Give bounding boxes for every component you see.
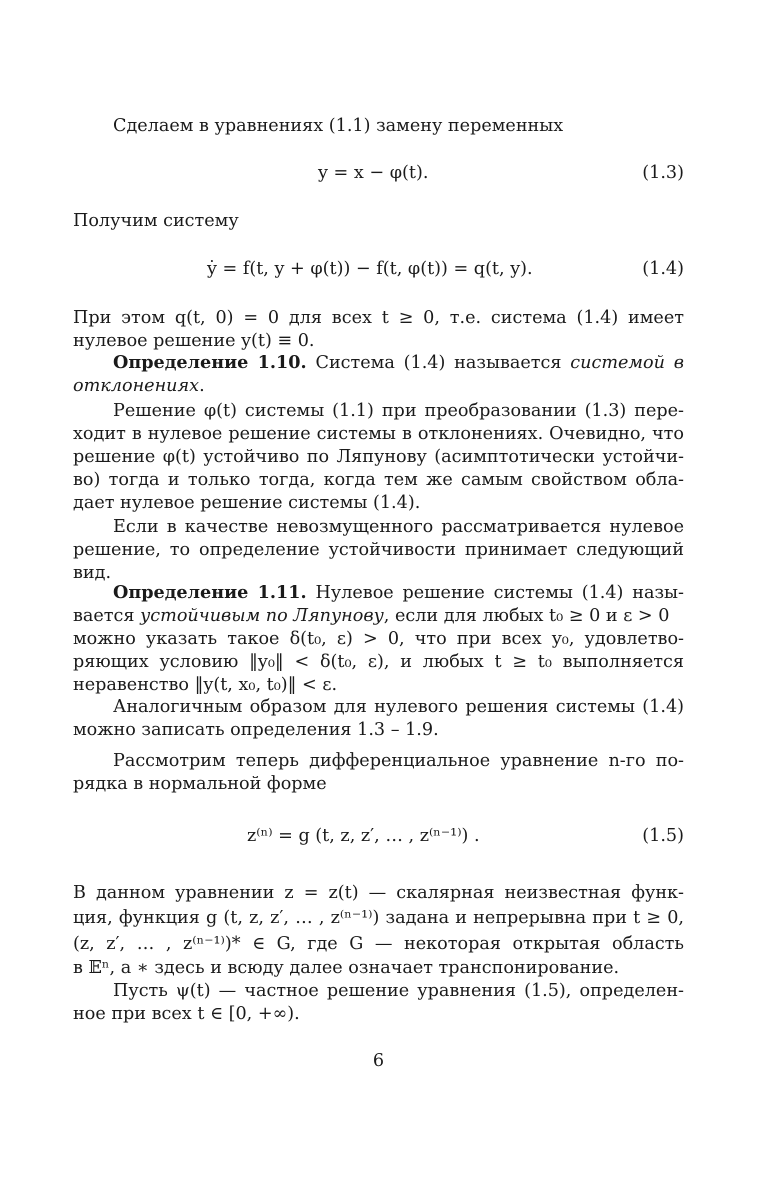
text-line: решение, то определение устойчивости принимает следующий — [73, 540, 684, 560]
equation-1-4: ẏ = f(t, y + φ(t)) − f(t, φ(t)) = q(t, y). — [207, 259, 533, 279]
text-line: во) тогда и только тогда, когда тем же самым свойством обла- — [73, 470, 684, 490]
equation-number-1-5: (1.5) — [642, 826, 684, 846]
text: , если для любых t₀ ≥ 0 и ε > 0 — [383, 606, 670, 626]
definition-label: Определение 1.11. — [113, 582, 307, 603]
definition-text: Нулевое решение системы (1.4) назы- — [315, 583, 684, 603]
text-line: Если в качестве невозмущенного рассматривается нулевое — [113, 517, 684, 537]
text-line: Аналогичным образом для нулевого решения системы (1.4) — [113, 697, 684, 717]
equation-number-1-4: (1.4) — [642, 259, 684, 279]
text-line: ция, функция g (t, z, z′, … , z⁽ⁿ⁻¹⁾) задана и непрерывна при t ≥ 0, — [73, 908, 684, 928]
text-line: вид. — [73, 563, 112, 583]
definition-term: системой в — [570, 353, 684, 373]
text-line: Решение φ(t) системы (1.1) при преобразовании (1.3) пере- — [113, 401, 684, 421]
text-line: неравенство ‖y(t, x₀, t₀)‖ < ε. — [73, 675, 338, 695]
definition-1-10-cont — [73, 375, 684, 397]
definition-1-11-line2 — [73, 605, 684, 627]
page-number: 6 — [372, 1051, 385, 1071]
text-line: При этом q(t, 0) = 0 для всех t ≥ 0, т.е. система (1.4) имеет — [73, 308, 684, 328]
text-line: Пусть ψ(t) — частное решение уравнения (1.5), определен- — [113, 981, 684, 1001]
definition-label: Определение 1.10. — [113, 352, 307, 373]
paragraph-intro: Сделаем в уравнениях (1.1) замену переменных — [113, 116, 564, 136]
paragraph-system: Получим систему — [73, 211, 239, 231]
equation-1-5: z⁽ⁿ⁾ = g (t, z, z′, … , z⁽ⁿ⁻¹⁾) . — [247, 826, 480, 846]
definition-term: отклонениях — [73, 376, 200, 396]
text-line: в 𝔼ⁿ, а ∗ здесь и всюду далее означает транспонирование. — [73, 958, 620, 978]
text-line: можно указать такое δ(t₀, ε) > 0, что при всех y₀, удовлетво- — [73, 629, 684, 649]
definition-text: Система (1.4) называется — [315, 353, 562, 373]
text-punct: . — [199, 376, 205, 396]
definition-1-10 — [113, 352, 684, 374]
text-line: (z, z′, … , z⁽ⁿ⁻¹⁾)* ∈ G, где G — некоторая открытая область — [73, 934, 684, 954]
definition-term: устойчивым по Ляпунову — [140, 606, 384, 626]
text-line: дает нулевое решение системы (1.4). — [73, 493, 421, 513]
text-line: нулевое решение y(t) ≡ 0. — [73, 331, 315, 351]
text-line: ходит в нулевое решение системы в отклонениях. Очевидно, что — [73, 424, 684, 444]
definition-1-11 — [113, 582, 684, 604]
text-line: ряющих условию ‖y₀‖ < δ(t₀, ε), и любых t ≥ t₀ выполняется — [73, 652, 684, 672]
text-line: решение φ(t) устойчиво по Ляпунову (асимптотически устойчи- — [73, 447, 684, 467]
text-line: В данном уравнении z = z(t) — скалярная неизвестная функ- — [73, 883, 684, 903]
equation-number-1-3: (1.3) — [642, 163, 684, 183]
equation-1-3: y = x − φ(t). — [318, 163, 429, 183]
text-line: рядка в нормальной форме — [73, 774, 327, 794]
text-line: можно записать определения 1.3 – 1.9. — [73, 720, 439, 740]
text-line: Рассмотрим теперь дифференциальное уравнение n-го по- — [113, 751, 684, 771]
text-line: ное при всех t ∈ [0, +∞). — [73, 1004, 300, 1024]
text: вается — [73, 606, 135, 626]
